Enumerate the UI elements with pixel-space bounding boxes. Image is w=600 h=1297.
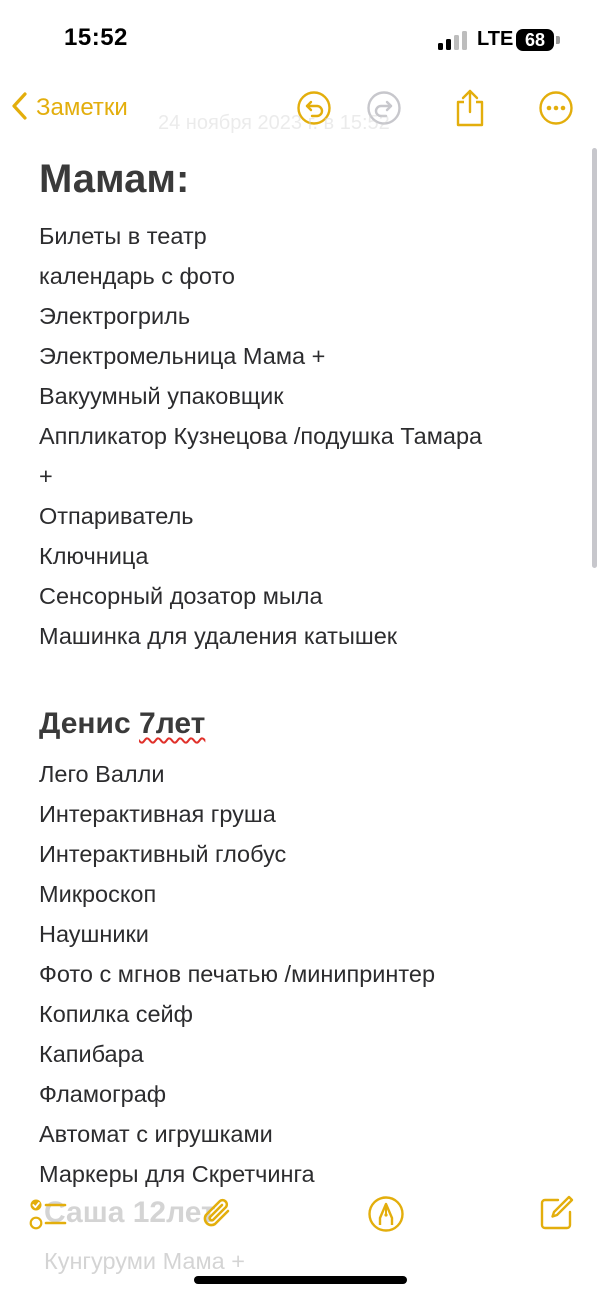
list-item: Машинка для удаления катышек	[39, 623, 398, 649]
back-button[interactable]	[10, 86, 128, 130]
blank-line	[39, 656, 579, 700]
home-indicator[interactable]	[194, 1276, 407, 1284]
back-label: Заметки	[36, 94, 128, 121]
list-item: Вакуумный упаковщик	[39, 383, 284, 409]
list-item: календарь с фото	[39, 263, 235, 289]
chevron-left-icon	[10, 91, 30, 126]
cellular-signal-icon	[438, 30, 468, 50]
compose-icon	[536, 1194, 576, 1234]
list-item: Сенсорный дозатор мыла	[39, 583, 323, 609]
network-type: LTE	[477, 28, 514, 50]
peek-section-heading: Саша 12лет	[44, 1196, 216, 1229]
status-time: 15:52	[64, 24, 128, 51]
section-heading	[39, 700, 579, 748]
markup-button[interactable]	[364, 1192, 408, 1236]
list-item: Капибара	[39, 1041, 144, 1067]
list-item: Маркеры для Скретчинга	[39, 1161, 315, 1187]
note-body[interactable]	[39, 150, 579, 1187]
list-item: Интерактивный глобус	[39, 841, 287, 867]
checklist-icon	[28, 1194, 68, 1234]
scroll-indicator[interactable]	[592, 148, 597, 568]
list-item: Ключница	[39, 543, 149, 569]
attachment-button[interactable]	[196, 1192, 240, 1236]
more-icon	[538, 90, 574, 126]
share-icon	[452, 88, 488, 128]
more-options-button[interactable]	[536, 88, 576, 128]
checklist-button[interactable]	[26, 1192, 70, 1236]
list-item: Лего Валли	[39, 761, 165, 787]
list-item: Электромельница Мама +	[39, 343, 326, 369]
list-item: Электрогриль	[39, 303, 191, 329]
note-date: 24 ноября 2023 г. в 15:52	[158, 112, 390, 134]
misspelled-word[interactable]: 7лет	[139, 707, 206, 740]
pen-tip-icon	[366, 1194, 406, 1234]
battery-icon: 68	[516, 29, 554, 51]
list-item: Копилка сейф	[39, 1001, 194, 1027]
list-item: Отпариватель	[39, 503, 194, 529]
note-title: Мамам:	[39, 157, 190, 201]
list-item: +	[39, 463, 53, 489]
peek-list-item: Кунгуруми Мама +	[44, 1248, 245, 1274]
list-item: Фламограф	[39, 1081, 167, 1107]
battery-cap	[556, 36, 560, 44]
list-item: Автомат с игрушками	[39, 1121, 273, 1147]
section-heading-text: Денис	[39, 707, 140, 740]
bottom-toolbar	[0, 1180, 600, 1244]
list-item: Наушники	[39, 921, 149, 947]
new-note-button[interactable]	[534, 1192, 578, 1236]
share-button[interactable]	[450, 88, 490, 128]
list-item: Интерактивная груша	[39, 801, 276, 827]
list-item: Микроскоп	[39, 881, 157, 907]
paperclip-icon	[198, 1194, 238, 1234]
list-item: Аппликатор Кузнецова /подушка Тамара	[39, 423, 483, 449]
list-item: Билеты в театр	[39, 223, 207, 249]
list-item: Фото с мгнов печатью /минипринтер	[39, 961, 436, 987]
status-bar	[0, 0, 600, 80]
